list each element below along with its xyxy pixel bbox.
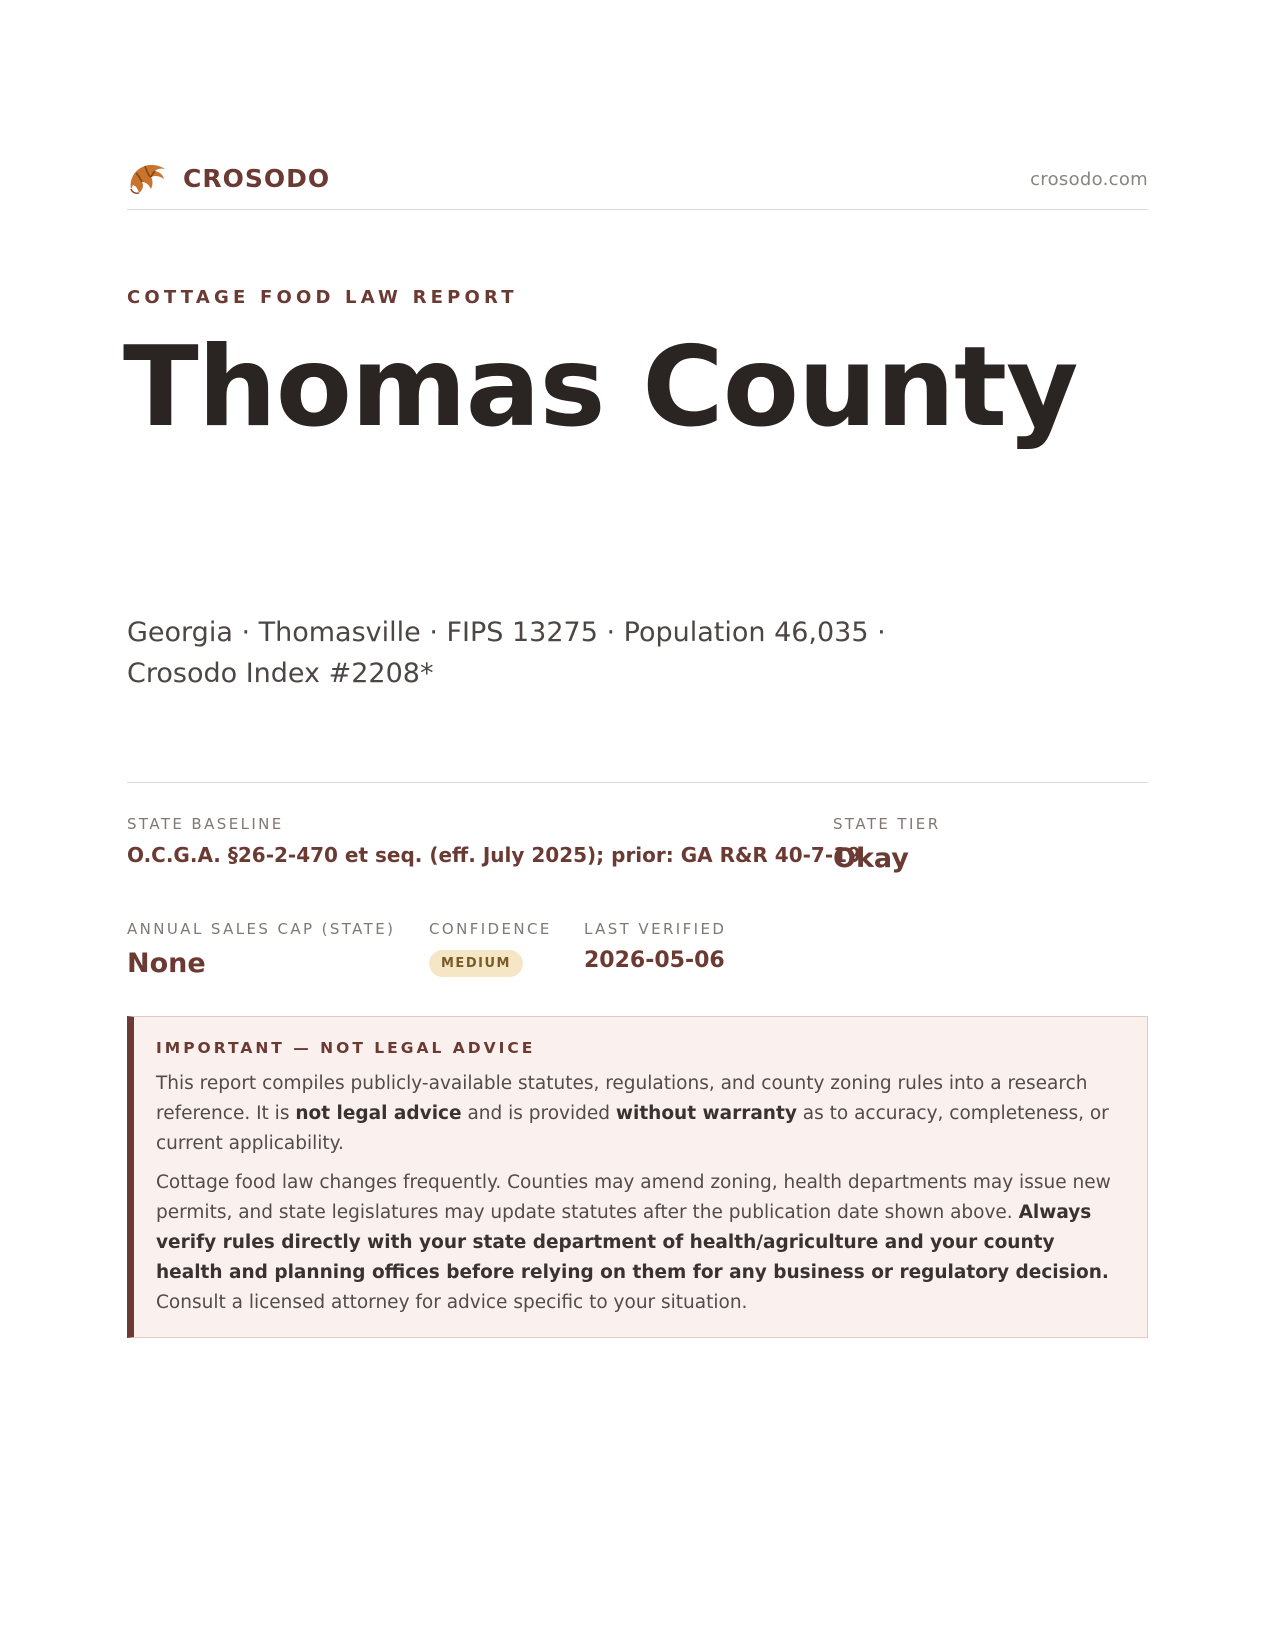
confidence-badge: MEDIUM [429,950,523,977]
fact-value: O.C.G.A. §26-2-470 et seq. (eff. July 2025); prior: GA R&R 40-7-19 [127,843,861,867]
fact-value: Okay [833,843,909,874]
notice-text: and is provided [461,1103,616,1124]
fact-state-baseline [127,815,861,867]
section-divider [127,782,1148,783]
croissant-icon [127,159,169,197]
page-title: Thomas County [123,323,1078,452]
fact-label: ANNUAL SALES CAP (STATE) [127,920,396,938]
notice-emphasis: without warranty [615,1103,797,1124]
fact-label: CONFIDENCE [429,920,552,938]
fact-state-tier [833,815,941,874]
fact-label: LAST VERIFIED [584,920,727,938]
fact-label: STATE BASELINE [127,815,284,833]
report-subtitle: Georgia · Thomasville · FIPS 13275 · Population 46,035 · Crosodo Index #2208* [127,617,886,689]
fact-value: 2026-05-06 [584,948,725,973]
notice-text: Consult a licensed attorney for advice specific to your situation. [156,1292,748,1313]
fact-sales-cap [127,920,395,979]
brand-name: CROSODO [183,163,331,193]
notice-title: IMPORTANT — NOT LEGAL ADVICE [156,1039,536,1057]
legal-notice [127,1016,1148,1338]
report-page [123,0,1148,1650]
fact-value: None [127,948,206,979]
notice-text: Cottage food law changes frequently. Counties may amend zoning, health departments may issue new permits, and state legislatures may update statutes after the publication date shown above. [156,1172,1111,1223]
fact-label: STATE TIER [833,815,941,833]
notice-text: This report compiles publicly-available statutes, regulations, and county zoning rules into a research reference. It is [156,1073,1088,1124]
notice-paragraph [156,1069,1123,1159]
notice-emphasis: Always verify rules directly with your state department of health/agriculture and your county health and planning offices before relying on them for any business or regulatory decision. [156,1202,1109,1283]
notice-paragraph [156,1168,1123,1318]
notice-text: as to accuracy, completeness, or current applicability. [156,1103,1109,1154]
notice-emphasis: not legal advice [295,1103,462,1124]
page-header [127,157,1148,210]
fact-last-verified [584,920,726,973]
brand[interactable] [127,159,330,197]
report-eyebrow: COTTAGE FOOD LAW REPORT [127,287,518,308]
site-url[interactable]: crosodo.com [1030,169,1148,190]
fact-confidence [429,920,552,977]
